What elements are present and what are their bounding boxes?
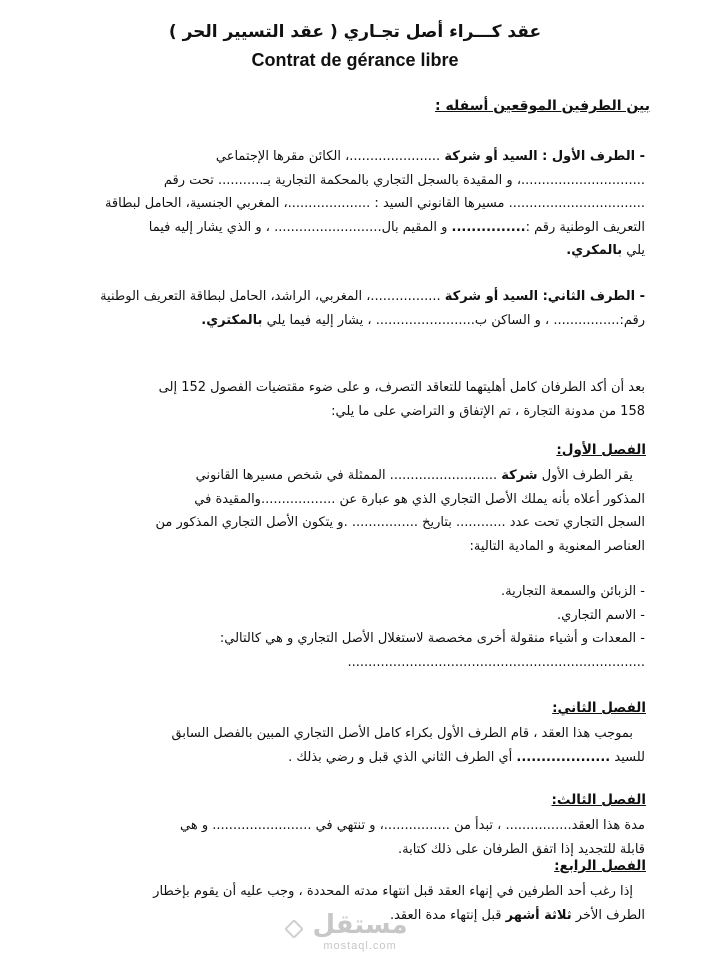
title-arabic: عقد كـــراء أصل تجـاري ( عقد التسيير الحر ) <box>168 22 542 42</box>
article-one-item: - المعدات و أشياء منقولة أخرى مخصصة لاستغلال الأصل التجاري و هي كالتالي: <box>219 631 645 646</box>
article-four-heading: الفصل الرابع: <box>554 858 646 874</box>
article-one-item: - الاسم التجاري. <box>557 607 645 623</box>
party-one-label: - الطرف الأول : السيد أو شركة <box>444 149 645 164</box>
intro-line: بين الطرفين الموقعين أسفله : <box>435 98 650 114</box>
article-one-line-3: السجل التجاري تحت عدد ............ بتاريخ ................ .و يتكون الأصل التجاري المذكور من <box>155 515 645 530</box>
article-three-line-2: قابلة للتجديد إذا اتفق الطرفان على ذلك كتابة. <box>397 841 645 857</box>
article-two-body <box>60 722 645 769</box>
article-two-dots: ................... <box>516 749 611 765</box>
party-one-line-1: ......................، الكائن مقرها الإجتماعي <box>215 149 445 164</box>
article-one-line-1a: يقر الطرف الأول <box>537 468 633 483</box>
article-one-line-2: المذكور أعلاه بأنه يملك الأصل التجاري الذي هو عبارة عن ..................والمقيدة في <box>194 491 645 507</box>
article-two-heading: الفصل الثاني: <box>552 700 646 716</box>
article-four-notice-period: ثلاثة أشهر <box>505 907 572 923</box>
preamble-line-2: 158 من مدونة التجارة ، تم الإتفاق و التراضي على ما يلي: <box>331 403 645 419</box>
article-two-line-2c: أي الطرف الثاني الذي قبل و رضي بذلك . <box>288 749 517 765</box>
article-one-line-4: العناصر المعنوية و المادية التالية: <box>469 538 645 554</box>
article-one-line-1c: .......................... الممثلة في شخص مسيرها القانوني <box>195 468 502 483</box>
party-one-line-3: ................................. مسيرها القانوني السيد : ....................، المغربي الجنسية، الحامل لبطاقة <box>104 196 645 211</box>
mostaql-watermark <box>305 910 415 970</box>
article-three-body <box>60 814 645 861</box>
article-four-line-1: إذا رغب أحد الطرفين في إنهاء العقد قبل انتهاء مدته المحددة ، وجب عليه أن يقوم بإخطار <box>153 884 633 899</box>
party-two-line-2a: رقم:................ ، و الساكن ب........................ ، يشار إليه فيما يلي <box>262 312 645 328</box>
watermark-text-arabic: مستقل <box>312 910 408 940</box>
watermark-text-latin: mostaql.com <box>323 940 397 952</box>
article-four-line-2a: الطرف الأخر <box>571 907 645 923</box>
party-one-line-4a: التعريف الوطنية رقم : <box>525 219 645 235</box>
party-one-section <box>60 145 645 263</box>
party-two-label: - الطرف الثاني: السيد أو شركة <box>444 289 645 304</box>
party-one-role: بالمكري. <box>566 243 623 258</box>
party-one-line-4c: و المقيم بال.......................... ، و الذي يشار إليه فيما <box>148 219 452 235</box>
preamble-section <box>60 376 645 423</box>
article-three-heading: الفصل الثالث: <box>551 792 646 808</box>
party-two-role: بالمكتري. <box>201 312 263 328</box>
party-one-line-5a: يلي <box>622 243 645 258</box>
article-one-company: شركة <box>501 468 538 483</box>
article-one-items <box>60 580 645 674</box>
watermark-logo-icon <box>285 920 303 938</box>
article-two-line-2a: للسيد <box>610 749 645 765</box>
party-two-section <box>60 285 645 332</box>
preamble-line-1: بعد أن أكد الطرفان كامل أهليتهما للتعاقد التصرف، و على ضوء مقتضيات الفصول 152 إلى <box>158 380 645 395</box>
article-one-item: - الزبائن والسمعة التجارية. <box>501 584 645 599</box>
article-one-body <box>60 464 645 558</box>
party-one-id-dots: ............... <box>451 219 526 235</box>
article-one-heading: الفصل الأول: <box>556 442 646 458</box>
party-one-line-2: ..............................، و المقيدة بالسجل التجاري بالمحكمة التجارية بـ........... تحت رقم <box>163 172 645 188</box>
article-four-line-2c: قبل إنتهاء مدة العقد. <box>389 907 506 923</box>
party-two-line-1: .................، المغربي، الراشد، الحامل لبطاقة التعريف الوطنية <box>100 289 445 304</box>
article-two-line-1: بموجب هذا العقد ، قام الطرف الأول بكراء كامل الأصل التجاري المبين بالفصل السابق <box>171 726 633 741</box>
article-three-line-1: مدة هذا العقد................ ، تبدأ من ................، و تنتهي في ........................ و هي <box>180 818 645 833</box>
article-one-item-dots: ........................................................................ <box>347 654 645 670</box>
title-french: Contrat de gérance libre <box>251 50 459 70</box>
